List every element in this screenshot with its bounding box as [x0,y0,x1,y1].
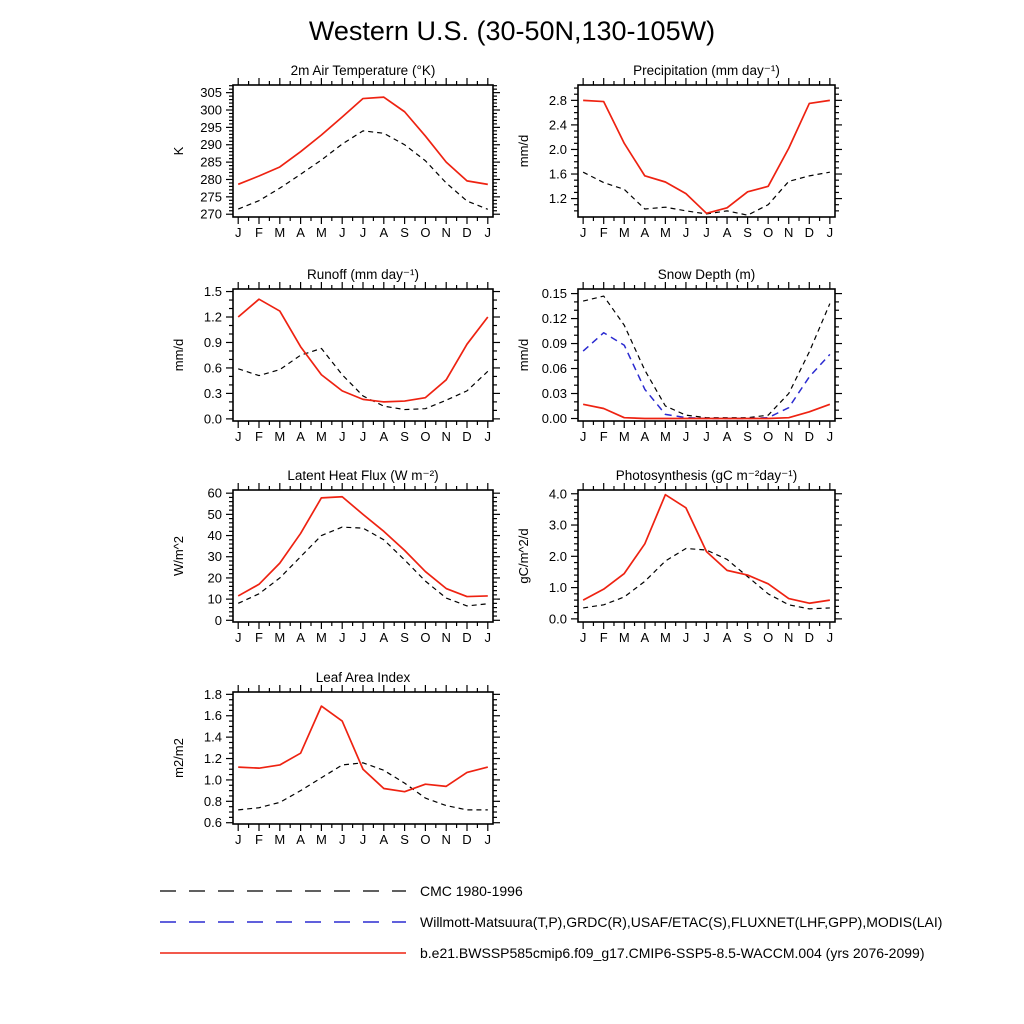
y-tick-label: 0.0 [203,411,222,427]
y-tick-label: 0.3 [203,385,222,401]
chart-precipitation [498,59,863,257]
x-tick-label: M [274,832,286,847]
y-tick-label: 295 [200,119,222,135]
x-tick-label: J [703,429,710,444]
chart-photosynthesis [498,464,863,662]
chart-title: Photosynthesis (gC m⁻²day⁻¹) [615,468,798,483]
legend [158,882,942,961]
series-model-red [238,706,488,792]
plot-frame [233,692,493,824]
x-tick-label: J [826,225,834,240]
x-tick-label: J [359,832,367,847]
series-obs-blue [583,333,830,419]
x-tick-label: J [703,225,710,240]
x-tick-label: S [400,630,409,645]
chart-title: 2m Air Temperature (°K) [290,63,436,78]
x-tick-label: N [784,225,794,240]
x-tick-label: N [441,225,451,240]
chart-air-temperature [153,59,518,257]
x-tick-label: M [659,225,671,240]
series-obs-black [583,296,830,418]
x-tick-label: J [826,429,834,444]
series-obs-black [583,172,830,215]
x-tick-label: J [703,630,710,645]
y-axis-label: mm/d [171,338,186,372]
series-model-red [583,404,830,418]
axes [549,78,842,240]
x-tick-label: D [462,225,472,240]
x-tick-label: F [255,630,263,645]
y-tick-label: 1.6 [548,166,567,182]
x-tick-label: A [722,630,732,645]
x-tick-label: O [420,429,431,444]
y-tick-label: 0.15 [541,286,567,302]
legend-item-model [158,944,942,961]
y-tick-label: 0.6 [203,360,222,376]
x-tick-label: J [338,630,346,645]
axes [549,483,842,645]
y-tick-label: 2.0 [548,548,567,564]
x-tick-label: A [296,429,305,444]
x-tick-label: S [400,225,409,240]
x-tick-label: A [640,630,650,645]
x-tick-label: D [804,630,814,645]
y-tick-label: 1.8 [203,686,222,702]
x-tick-label: J [579,429,587,444]
x-tick-label: J [484,429,492,444]
x-tick-label: O [420,630,431,645]
legend-label: Willmott-Matsuura(T,P),GRDC(R),USAF/ETAC(S),FLUXNET(LHF,GPP),MODIS(LAI) [420,913,943,930]
chart-title: Precipitation (mm day⁻¹) [633,63,780,78]
y-tick-label: 270 [200,206,222,222]
x-tick-label: S [743,429,752,444]
y-tick-label: 305 [200,85,222,101]
x-tick-label: M [315,225,327,240]
x-tick-label: J [338,832,346,847]
x-tick-label: S [743,630,752,645]
x-tick-label: N [441,832,451,847]
y-tick-label: 50 [207,506,222,522]
y-tick-label: 60 [207,485,222,501]
series-model-red [583,100,830,213]
y-tick-label: 1.0 [203,772,222,788]
x-tick-label: D [462,429,472,444]
x-tick-label: A [296,225,305,240]
legend-label: b.e21.BWSSP585cmip6.f09_g17.CMIP6-SSP5-8.5-WACCM.004 (yrs 2076-2099) [420,944,925,961]
y-tick-label: 30 [207,549,222,565]
y-axis-label: gC/m^2/d [516,528,531,584]
y-tick-label: 1.0 [548,580,567,596]
series-model-red [583,495,830,604]
chart-runoff [153,263,518,461]
x-tick-label: M [659,429,671,444]
y-tick-label: 0.9 [203,334,222,350]
x-tick-label: M [618,630,630,645]
x-tick-label: M [618,429,630,444]
x-tick-label: A [379,630,389,645]
x-tick-label: J [682,225,690,240]
x-tick-label: M [659,630,671,645]
y-tick-label: 0 [214,612,222,628]
x-tick-label: M [618,225,630,240]
chart-title: Runoff (mm day⁻¹) [307,267,419,282]
x-tick-label: J [234,832,242,847]
y-tick-label: 300 [200,102,222,118]
x-tick-label: F [255,832,263,847]
series-model-red [238,497,488,597]
series-model-red [238,97,488,184]
y-axis-label: mm/d [516,134,531,168]
y-tick-label: 1.6 [203,708,222,724]
plot-frame [233,85,493,217]
legend-item-obs [158,913,942,930]
x-tick-label: N [441,429,451,444]
x-tick-label: O [763,630,774,645]
chart-latent-heat-flux [153,464,518,662]
plot-frame [578,289,835,421]
x-tick-label: D [462,832,472,847]
axes [204,685,500,847]
legend-item-cmc [158,882,942,899]
legend-line-red-solid [158,947,408,959]
x-tick-label: J [579,225,587,240]
x-tick-label: J [484,630,492,645]
plot-frame [233,289,493,421]
y-tick-label: 2.8 [548,92,567,108]
x-tick-label: A [640,225,650,240]
x-tick-label: N [441,630,451,645]
x-tick-label: J [484,832,492,847]
x-tick-label: J [338,429,346,444]
chart-title: Leaf Area Index [315,670,411,685]
x-tick-label: O [763,429,774,444]
y-axis-label: W/m^2 [171,535,186,577]
x-tick-label: F [599,429,608,444]
x-tick-label: F [255,429,263,444]
y-tick-label: 0.00 [541,411,567,427]
y-tick-label: 3.0 [548,517,567,533]
x-tick-label: M [315,630,327,645]
x-tick-label: S [400,832,409,847]
x-tick-label: A [379,225,389,240]
x-tick-label: F [599,630,608,645]
plot-frame [578,490,835,622]
x-tick-label: J [359,225,367,240]
y-tick-label: 1.2 [203,309,222,325]
x-tick-label: S [743,225,752,240]
y-tick-label: 290 [200,137,222,153]
legend-label: CMC 1980-1996 [420,882,523,899]
x-tick-label: J [234,630,242,645]
x-tick-label: M [315,832,327,847]
x-tick-label: A [722,225,732,240]
page-title: Western U.S. (30-50N,130-105W) [308,16,716,46]
x-tick-label: D [804,225,814,240]
x-tick-label: N [784,630,794,645]
x-tick-label: J [234,225,242,240]
chart-snow-depth [498,263,863,461]
x-tick-label: M [315,429,327,444]
x-tick-label: D [462,630,472,645]
y-tick-label: 1.2 [203,751,222,767]
y-axis-label: m2/m2 [171,738,186,778]
x-tick-label: A [379,832,389,847]
plot-frame [233,490,493,622]
plot-frame [578,85,835,217]
y-tick-label: 0.06 [541,361,567,377]
y-tick-label: 0.6 [203,815,222,831]
x-tick-label: J [682,429,690,444]
x-tick-label: J [359,630,367,645]
y-axis-label: K [171,146,186,156]
series-obs-black [238,131,488,210]
x-tick-label: N [784,429,794,444]
x-tick-label: J [484,225,492,240]
x-tick-label: J [579,630,587,645]
x-tick-label: J [234,429,242,444]
y-tick-label: 20 [207,570,222,586]
x-tick-label: A [379,429,389,444]
chart-title: Latent Heat Flux (W m⁻²) [287,468,439,483]
y-tick-label: 0.8 [203,793,222,809]
x-tick-label: A [640,429,650,444]
x-tick-label: M [274,429,286,444]
x-tick-label: D [804,429,814,444]
x-tick-label: O [763,225,774,240]
y-tick-label: 4.0 [548,486,567,502]
y-axis-label: mm/d [516,338,531,372]
y-tick-label: 1.2 [548,191,567,207]
axes [542,282,842,444]
x-tick-label: O [420,832,431,847]
x-tick-label: F [599,225,608,240]
x-tick-label: A [296,832,305,847]
y-tick-label: 1.4 [203,729,222,745]
x-tick-label: M [274,630,286,645]
x-tick-label: J [338,225,346,240]
x-tick-label: S [400,429,409,444]
y-tick-label: 0.12 [541,311,567,327]
x-tick-label: J [826,630,834,645]
series-obs-black [238,348,488,409]
x-tick-label: J [359,429,367,444]
series-model-red [238,299,488,402]
x-tick-label: F [255,225,263,240]
y-tick-label: 1.5 [203,284,222,300]
y-tick-label: 0.03 [541,386,567,402]
y-tick-label: 40 [207,528,222,544]
x-tick-label: M [274,225,286,240]
y-tick-label: 2.0 [548,141,567,157]
x-tick-label: A [722,429,732,444]
y-tick-label: 275 [200,189,222,205]
y-tick-label: 280 [200,171,222,187]
x-tick-label: O [420,225,431,240]
x-tick-label: J [682,630,690,645]
x-tick-label: A [296,630,305,645]
axes [200,78,500,240]
y-tick-label: 0.09 [541,336,567,352]
chart-title: Snow Depth (m) [657,267,756,282]
legend-line-blue-dashed [158,916,408,928]
legend-line-black-dashed [158,885,408,897]
y-tick-label: 0.0 [548,611,567,627]
y-tick-label: 2.4 [548,117,567,133]
chart-leaf-area-index [153,666,518,864]
y-tick-label: 10 [207,591,222,607]
y-tick-label: 285 [200,154,222,170]
